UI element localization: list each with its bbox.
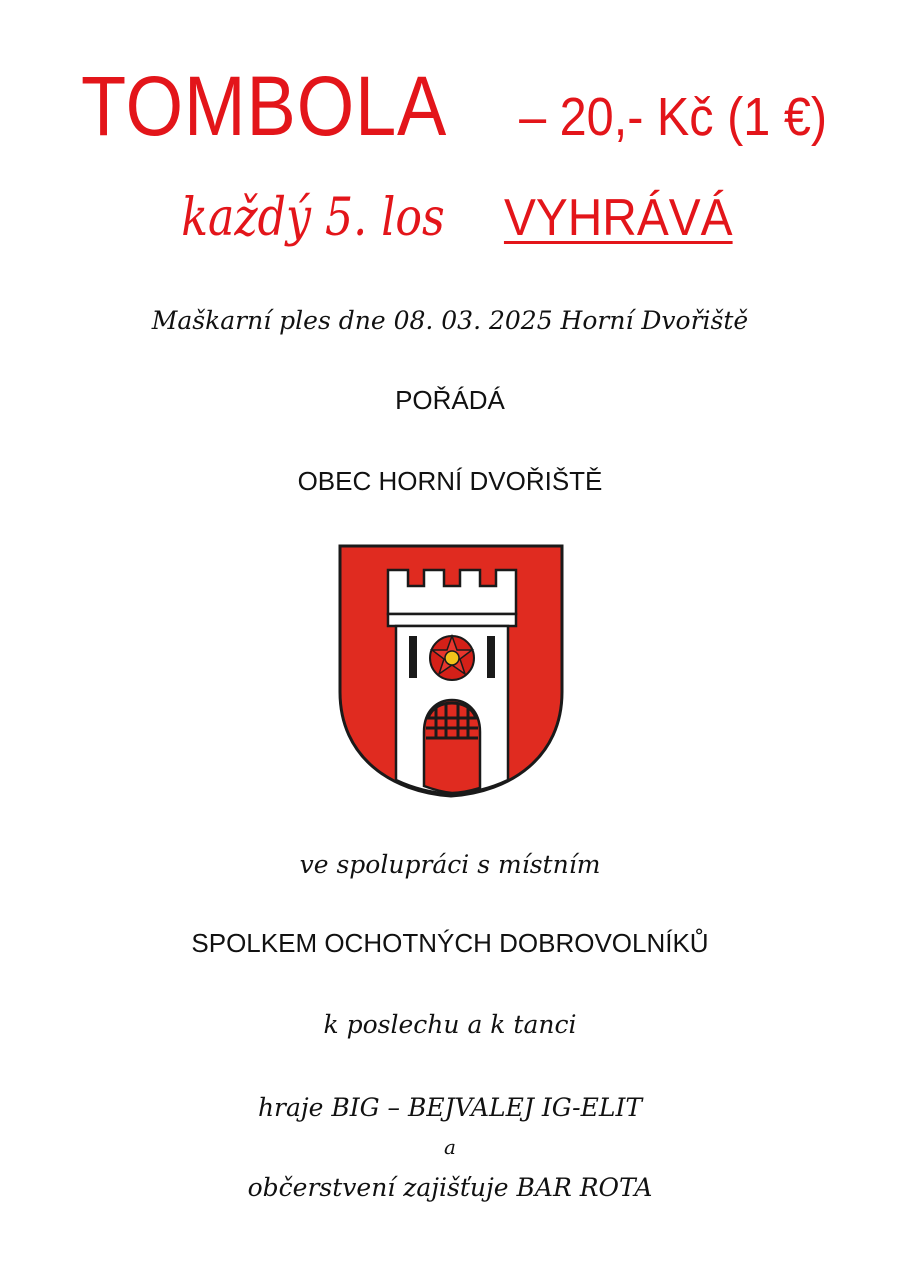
cooperation-line: ve spolupráci s místním [299, 850, 601, 879]
ticket-price: – 20,- Kč (1 €) [519, 87, 828, 147]
event-date-line: Maškarní ples dne 08. 03. 2025 Horní Dvořiště [151, 306, 749, 335]
coat-of-arms-icon [336, 542, 566, 800]
and-connector: a [444, 1135, 456, 1159]
partner-name: SPOLKEM OCHOTNÝCH DOBROVOLNÍKŮ [191, 928, 709, 958]
winning-emphasis: VYHRÁVÁ [503, 189, 733, 247]
refreshments-line: občerstvení zajišťuje BAR ROTA [247, 1173, 653, 1202]
tombola-headline [0, 58, 900, 168]
winning-ticket-prefix: každý 5. los [180, 188, 445, 248]
winning-ticket-line [0, 188, 900, 248]
tombola-title: TOMBOLA [80, 59, 448, 153]
organizer-name: OBEC HORNÍ DVOŘIŠTĚ [297, 466, 603, 496]
music-intro: k poslechu a k tanci [323, 1010, 577, 1039]
band-line: hraje BIG – BEJVALEJ IG-ELIT [257, 1093, 643, 1122]
organizer-label: POŘÁDÁ [395, 385, 505, 415]
